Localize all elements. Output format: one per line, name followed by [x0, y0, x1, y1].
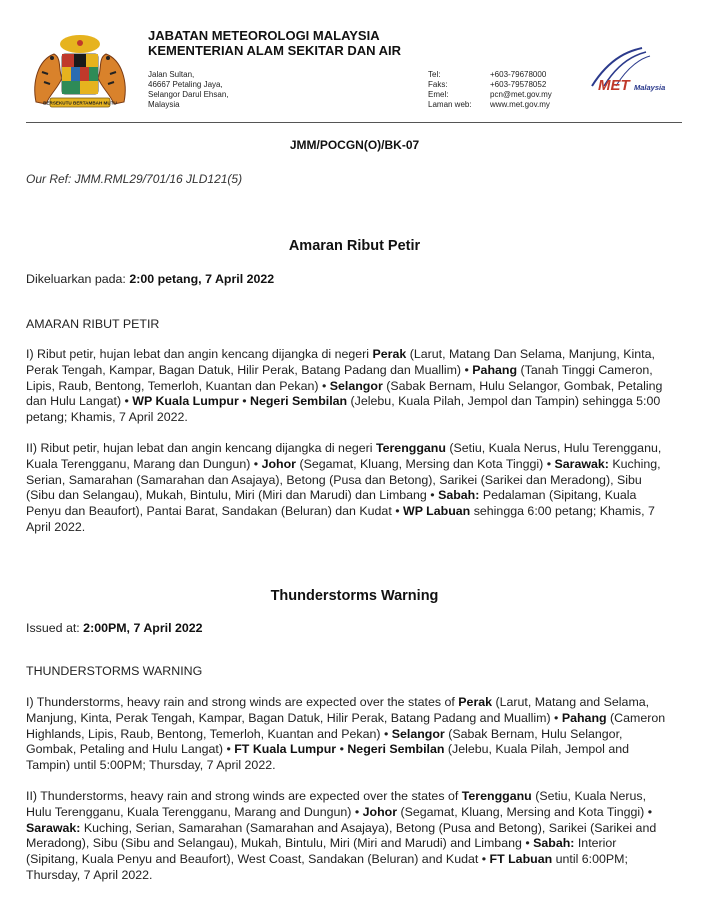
state-name: Perak: [458, 695, 493, 709]
state-name: Sabah:: [533, 836, 575, 851]
state-name: Selangor: [329, 378, 383, 393]
organization-name: [148, 28, 401, 58]
english-heading: THUNDERSTORMS WARNING: [26, 664, 203, 678]
text-run: Pedalaman (Sipitang, Kuala Penyu dan Beaufort), Pantai Barat, Sandakan (Beluran) dan Kudat •: [26, 488, 637, 519]
address-line: Selangor Darul Ehsan,: [148, 90, 229, 99]
malaysia-crest-icon: [28, 32, 132, 112]
text-run: (Segamat, Kluang, Mersing and Kota Tinggi) •: [397, 804, 653, 819]
malay-paragraph-1: [26, 347, 666, 426]
contact-value[interactable]: pcn@met.gov.my: [490, 90, 552, 99]
state-name: WP Labuan: [403, 504, 471, 519]
state-name: Pahang: [472, 362, 518, 377]
contact-row-email: [428, 90, 552, 100]
text-run: (Tanah Tinggi Cameron, Lipis, Raub, Bentong, Temerloh, Kuantan dan Pekan) •: [26, 362, 653, 393]
met-malaysia-logo: [582, 46, 682, 102]
issued-value: 2:00 petang, 7 April 2022: [129, 272, 275, 286]
state-name: WP Kuala Lumpur: [132, 394, 239, 409]
contact-value: +603-79578052: [490, 80, 547, 89]
address-block: [148, 70, 229, 110]
state-name: FT Kuala Lumpur: [234, 742, 337, 757]
text-run: •: [238, 394, 251, 409]
english-paragraph-1: [26, 695, 666, 774]
text-run: (Jelebu, Kuala Pilah, Jempol and Tampin) until 5:00PM; Thursday, 7 April 2022.: [26, 742, 630, 773]
state-name: Sabah:: [438, 488, 480, 503]
english-title: Thunderstorms Warning: [270, 588, 439, 604]
text-run: sehingga 6:00 petang; Khamis, 7 April 2022.: [26, 504, 655, 534]
contact-block: [428, 70, 552, 110]
malay-heading: AMARAN RIBUT PETIR: [26, 317, 160, 331]
text-run: Kuching, Serian, Samarahan (Samarahan and Asajaya), Betong (Pusa and Betong), Sarikei (Sarikei and Meradong), Sibu (Sibu and Selangau), Mukah, Bintulu, Miri (Miri and Marudi) and Limbang •: [26, 820, 657, 851]
english-issued: [26, 621, 666, 637]
contact-value: +603-79678000: [490, 70, 547, 79]
issued-value: 2:00PM, 7 April 2022: [83, 621, 203, 635]
org-line-2: KEMENTERIAN ALAM SEKITAR DAN AIR: [148, 43, 402, 58]
malay-title: Amaran Ribut Petir: [288, 238, 421, 254]
met-logo-text: MET: [598, 77, 630, 94]
org-line-1: JABATAN METEOROLOGI MALAYSIA: [148, 28, 380, 43]
malaysia-logo-text: Malaysia: [634, 83, 666, 92]
issued-label: Dikeluarkan pada:: [26, 272, 130, 286]
english-paragraph-2: [26, 789, 666, 884]
state-name: Negeri Sembilan: [347, 742, 445, 757]
letterhead: [22, 26, 682, 116]
address-line: Malaysia: [148, 100, 180, 109]
text-run: I) Thunderstorms, heavy rain and strong winds are expected over the states of: [26, 695, 459, 709]
malay-issued: [26, 272, 666, 288]
issued-label: Issued at:: [26, 621, 84, 635]
contact-value[interactable]: www.met.gov.my: [490, 100, 550, 109]
text-run: Kuching, Serian, Samarahan (Samarahan dan Asajaya), Betong (Pusa dan Betong), Sarikei (Sarikei dan Meradong), Sibu (Sibu dan Selangau), Mukah, Bintulu, Miri (Miri dan Marudi) dan Limbang •: [26, 456, 661, 503]
contact-label: Laman web:: [428, 100, 472, 109]
state-name: Johor: [362, 804, 398, 819]
contact-label: Faks:: [428, 80, 448, 89]
text-run: •: [336, 742, 348, 757]
contact-row-web: [428, 100, 552, 110]
text-run: II) Ribut petir, hujan lebat dan angin kencang dijangka di negeri: [26, 441, 376, 455]
text-run: (Setiu, Kuala Nerus, Hulu Terengganu, Kuala Terengganu, Marang and Dungun) •: [26, 789, 647, 819]
text-run: (Cameron Highlands, Lipis, Raub, Bentong, Temerloh, Kuantan and Pekan) •: [26, 710, 666, 741]
contact-row-fax: [428, 80, 552, 90]
text-run: (Sabak Bernam, Hulu Selangor, Gombak, Petaling dan Hulu Langat) •: [26, 378, 663, 409]
text-run: Interior (Sipitang, Kuala Penyu and Beaufort), West Coast, Sandakan (Beluran) and Kudat •: [26, 836, 617, 867]
state-name: Pahang: [561, 710, 607, 725]
document-id: JMM/POCGN(O)/BK-07: [289, 138, 420, 152]
text-run: (Setiu, Kuala Nerus, Hulu Terengganu, Kuala Terengganu, Marang dan Dungun) •: [26, 441, 662, 471]
svg-text:BERSEKUTU BERTAMBAH MUTU: BERSEKUTU BERTAMBAH MUTU: [43, 100, 117, 106]
state-name: Perak: [372, 347, 407, 361]
contact-label: Emel:: [428, 90, 449, 99]
state-name: Johor: [261, 456, 296, 471]
header-divider: [26, 122, 682, 123]
state-name: Negeri Sembilan: [250, 394, 348, 409]
text-run: II) Thunderstorms, heavy rain and strong winds are expected over the states of: [26, 789, 462, 803]
state-name: Selangor: [391, 726, 445, 741]
text-run: I) Ribut petir, hujan lebat dan angin kencang dijangka di negeri: [26, 347, 373, 361]
state-name: Sarawak:: [554, 456, 609, 471]
text-run: (Larut, Matang and Selama, Manjung, Kinta, Perak Tengah, Kampar, Bagan Datuk, Hilir Perak, Batang Padang and Muallim) •: [26, 695, 650, 725]
text-run: until 6:00PM; Thursday, 7 April 2022.: [26, 852, 628, 882]
state-name: Terengganu: [375, 441, 446, 455]
address-line: Jalan Sultan,: [148, 70, 195, 79]
contact-label: Tel:: [428, 70, 441, 79]
reference-number: Our Ref: JMM.RML29/701/16 JLD121(5): [26, 172, 243, 186]
text-run: (Segamat, Kluang, Mersing dan Kota Tinggi) •: [296, 456, 555, 471]
address-line: 46667 Petaling Jaya,: [148, 80, 223, 89]
text-run: (Jelebu, Kuala Pilah, Jempol dan Tampin) sehingga 5:00 petang; Khamis, 7 April 2022.: [26, 394, 661, 425]
state-name: Sarawak:: [26, 820, 81, 835]
text-run: (Larut, Matang Dan Selama, Manjung, Kinta, Perak Tengah, Kampar, Bagan Datuk, Hilir Perak, Batang Padang dan Muallim) •: [26, 347, 655, 377]
contact-row-tel: [428, 70, 552, 80]
state-name: Terengganu: [461, 789, 532, 803]
text-run: (Sabak Bernam, Hulu Selangor, Gombak, Petaling and Hulu Langat) •: [26, 726, 623, 757]
state-name: FT Labuan: [489, 852, 553, 867]
malay-paragraph-2: [26, 441, 666, 536]
